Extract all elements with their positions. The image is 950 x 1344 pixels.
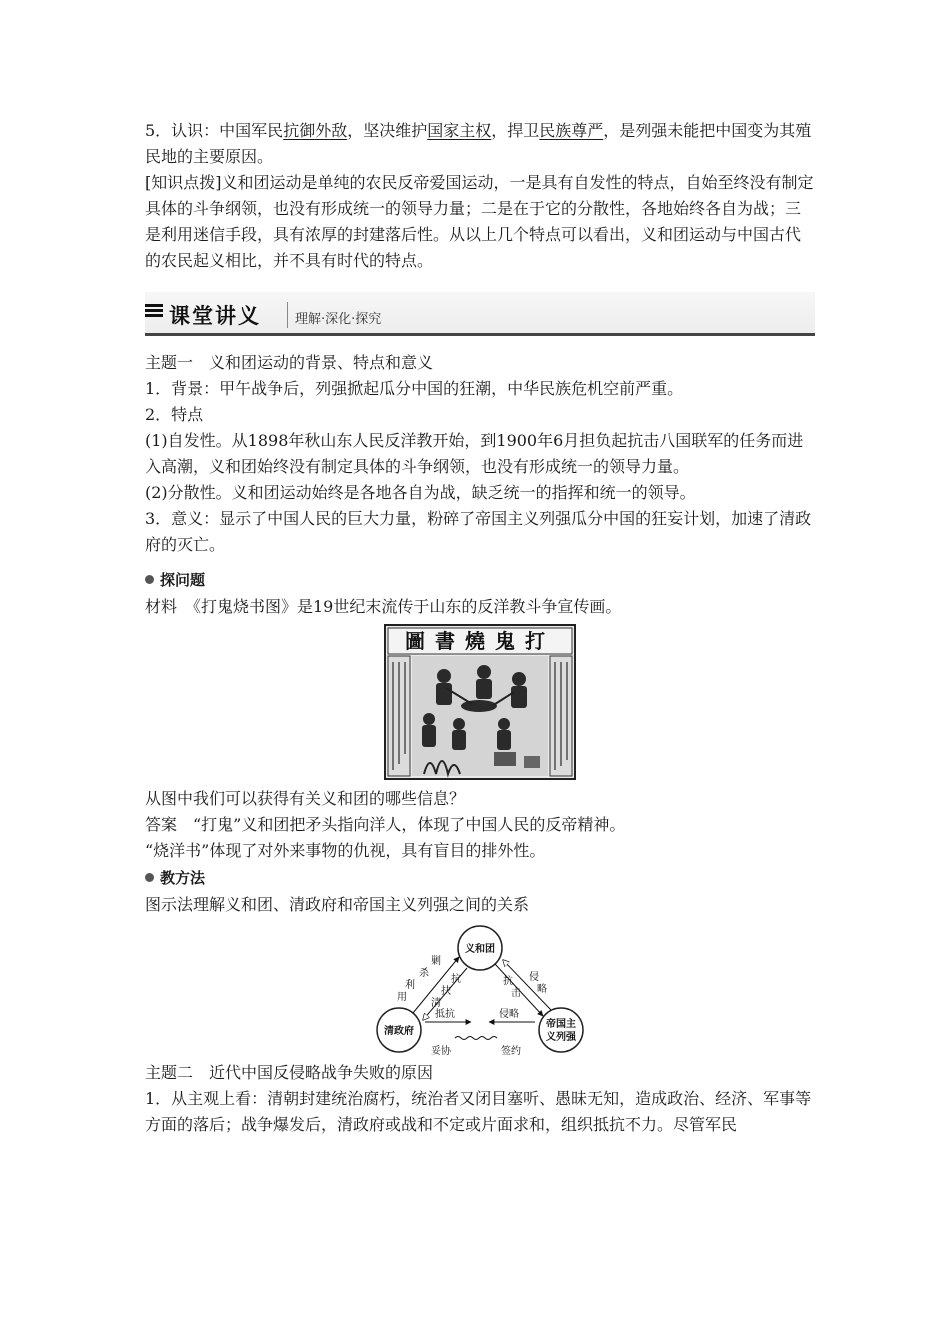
- edge-label: 清: [431, 998, 441, 1009]
- section-title: 课堂讲义: [169, 304, 261, 328]
- node-yihetuan-label: 义和团: [465, 944, 495, 955]
- propaganda-woodcut-image: [384, 624, 576, 780]
- topic1-feature-2: (2)分散性。义和团运动始终是各地各自为战，缺乏统一的指挥和统一的领导。: [145, 483, 696, 502]
- underlined-term: 抗御外敌: [283, 121, 348, 140]
- underlined-term: 国家主权: [427, 121, 492, 140]
- node-imperialist-powers: [539, 1008, 583, 1052]
- edge-label: 略: [537, 984, 547, 995]
- edge-label: 抵抗: [435, 1009, 455, 1020]
- edge-label: 剿: [431, 956, 441, 967]
- edge-label: 抗: [503, 976, 513, 987]
- edge-label: 侵: [529, 972, 539, 983]
- topic1-meaning: 3．意义：显示了中国人民的巨大力量，粉碎了帝国主义列强瓜分中国的狂妄计划，加速了清政府的灭亡。: [145, 509, 812, 554]
- item-5-recognition: 5．认识：中国军民抗御外敌，坚决维护国家主权，捍卫民族尊严，是列强未能把中国变为其殖民地的主要原因。: [145, 121, 812, 166]
- method-description: 图示法理解义和团、清政府和帝国主义列强之间的关系: [145, 895, 530, 914]
- method-heading: 教方法: [145, 864, 815, 892]
- explore-material: 材料 《打鬼烧书图》是19世纪末流传于山东的反洋教斗争宣传画。: [145, 597, 622, 616]
- topic2-heading: 主题二 近代中国反侵略战争失败的原因: [145, 1063, 434, 1082]
- node-powers-label-1: 帝国主: [546, 1019, 576, 1030]
- explore-answer-2: “烧洋书”体现了对外来事物的仇视，具有盲目的排外性。: [145, 841, 546, 860]
- bullet-dot-icon: [145, 873, 154, 882]
- topic2-paragraph-1: 1．从主观上看：清朝封建统治腐朽，统治者又闭目塞听、愚昧无知，造成政治、经济、军事等方面的落后；战争爆发后，清政府或战和不定或片面求和，组织抵抗不力。尽管军民: [145, 1089, 812, 1134]
- header-underline: [145, 333, 815, 336]
- explore-heading: 探问题: [145, 566, 815, 594]
- divider: [287, 302, 288, 328]
- edge-label: 利: [405, 980, 415, 991]
- edge-label: 扶: [441, 986, 451, 997]
- edge-label: 用: [397, 992, 407, 1003]
- topic1-feature-1: (1)自发性。从1898年秋山东人民反洋教开始，到1900年6月担负起抗击八国联军的任务而进入高潮，义和团始终没有制定具体的斗争纲领，也没有形成统一的领导力量。: [145, 431, 804, 476]
- edge-label: 妥协: [431, 1046, 451, 1056]
- node-qing-label: 清政府: [384, 1026, 414, 1037]
- page-content: [145, 118, 815, 1138]
- knowledge-tip: [知识点拨]义和团运动是单纯的农民反帝爱国运动，一是具有自发性的特点，自始至终没有制定具体的斗争纲领，也没有形成统一的领导力量；二是在于它的分散性，各地始终各自为战；三是利用迷信手段，具有浓厚的封建落后性。从以上几个特点可以看出，义和团运动与中国古代的农民起义相比，并不具有时代的特点。: [145, 173, 814, 270]
- explore-answer-1: 答案 “打鬼”义和团把矛头指向洋人，体现了中国人民的反帝精神。: [145, 815, 626, 834]
- compromise-wave: [455, 1037, 497, 1040]
- topic1-heading: 主题一 义和团运动的背景、特点和意义: [145, 353, 434, 372]
- edge-label: 签约: [501, 1046, 521, 1056]
- bullet-dot-icon: [145, 575, 154, 584]
- topic1-features-title: 2．特点: [145, 405, 204, 424]
- edge-label: 抗: [451, 974, 461, 985]
- topic1-background: 1．背景：甲午战争后，列强掀起瓜分中国的狂潮，中华民族危机空前严重。: [145, 379, 684, 398]
- section-subtitle: 理解·深化·探究: [295, 312, 382, 327]
- edge-label: 击: [511, 988, 521, 999]
- section-header: [145, 292, 815, 336]
- underlined-term: 民族尊严: [539, 121, 604, 140]
- stripes-icon: [145, 304, 163, 322]
- explore-question: 从图中我们可以获得有关义和团的哪些信息？: [145, 789, 466, 808]
- image-title: 圖書燒鬼打: [405, 629, 555, 653]
- woodcut-illustration: [384, 624, 576, 780]
- relationship-diagram: [375, 924, 585, 1056]
- edge-label: 侵略: [499, 1009, 519, 1020]
- edge-label: 杀: [419, 968, 429, 979]
- node-powers-label-2: 义列强: [546, 1032, 576, 1043]
